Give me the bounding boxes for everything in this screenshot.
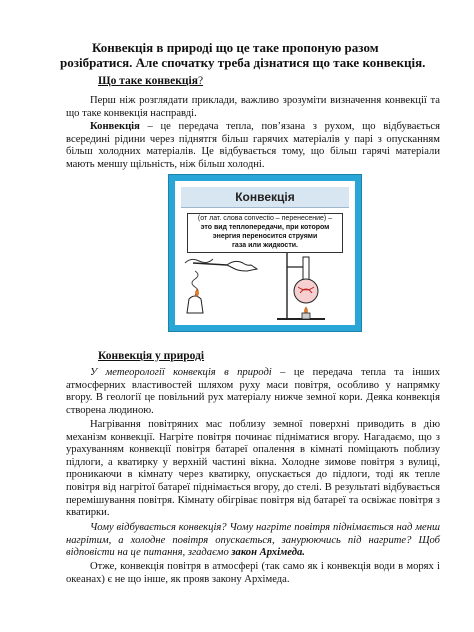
definition-text: – це передача тепла, пов’язана з рухом, що відбувається всередині рідини через піднятгя більш гарячих матеріалів у парі з опусканням більш холодних матеріалів. Це відбувається тому, що більш гарячі матеріали мають меншу щільність, ніж більш холодні.: [66, 121, 440, 170]
section-heading-what-is-convection: [98, 75, 203, 87]
document-title: [60, 40, 440, 70]
figure-def-line-3: энергия переносится струями: [212, 233, 318, 240]
meteorology-italic-phrase: У метеорології конвекція в природі: [90, 367, 272, 378]
figure-title: Конвекція: [181, 187, 349, 208]
figure-panel: [175, 181, 355, 325]
figure-illustration: [175, 181, 355, 325]
archimedes-law-phrase: закон Архімеда.: [231, 547, 305, 559]
figure-def-line-1: (от лат. слова convectio – перенесение) –: [197, 215, 333, 222]
figure-def-line-4: газа или жидкости.: [232, 242, 298, 249]
section-heading-question-mark: ?: [197, 75, 204, 87]
paragraph-intro: Перш ніж розглядати приклади, важливо зрозуміти визначення конвекції та що таке конвекція насправді.: [66, 95, 440, 119]
figure-def-line-2: это вид теплопередачи, при котором: [200, 224, 330, 231]
paragraph-conclusion: Отже, конвекція повітря в атмосфері (так само як і конвекція води в морях і океанах) є не що інше, як прояв закону Архімеда.: [66, 561, 440, 585]
section-heading-convection-in-nature: Конвекція у природі: [98, 350, 205, 362]
title-line-2: розібратися. Але спочатку треба дізнатися що таке конвекція.: [60, 55, 426, 70]
meteorology-text: – це передача тепла та інших атмосферних властивостей шляхом руху маси повітря, особливо у напрямку вгору. В геології це повільний рух матеріалу нижче земної кори. Деяка конвекція створена людиною.: [66, 367, 440, 416]
spiral-experiment-illustration: [185, 259, 257, 313]
title-line-1: Конвекція в природі що це таке пропоную разом: [92, 40, 379, 55]
question-italic-text: Чому відбувається конвекція? Чому нагріте повітря піднімається над менш нагрітим, а холодне повітря опускається, занурюючись під нагрите? Щоб відповісти на це питання, згадаємо: [66, 522, 440, 559]
paragraph-question: [66, 522, 440, 560]
convection-figure: [168, 174, 362, 332]
paragraph-meteorology: [66, 367, 440, 417]
paragraph-heating-mechanism: Нагрівання повітряних мас поблизу земної поверхні приводить в дію механізм конвекції. Нагріте повітря починає підніматися вгору. Нагадаємо, що з урахуванням конвекції повітря батареї опалення в кімнаті поміщають поблизу підлоги, а кватирку у верхній частині вікна. Холодне зимове повітря з вулиці, проникаючи в кімнату через кватирку, опускається до підлоги, тоді як тепле повітря від нагрітої батареї піднімається вгору, до стелі. В результаті відбувається перемішування повітря. Кімнату обігріває повітря від батареї та освіжає повітря з кватирки.: [66, 419, 440, 519]
paragraph-definition: [66, 121, 440, 171]
definition-term: Конвекція: [90, 121, 140, 132]
flask-experiment-illustration: [277, 253, 325, 319]
section-heading-text: Що таке конвекція: [98, 75, 198, 87]
